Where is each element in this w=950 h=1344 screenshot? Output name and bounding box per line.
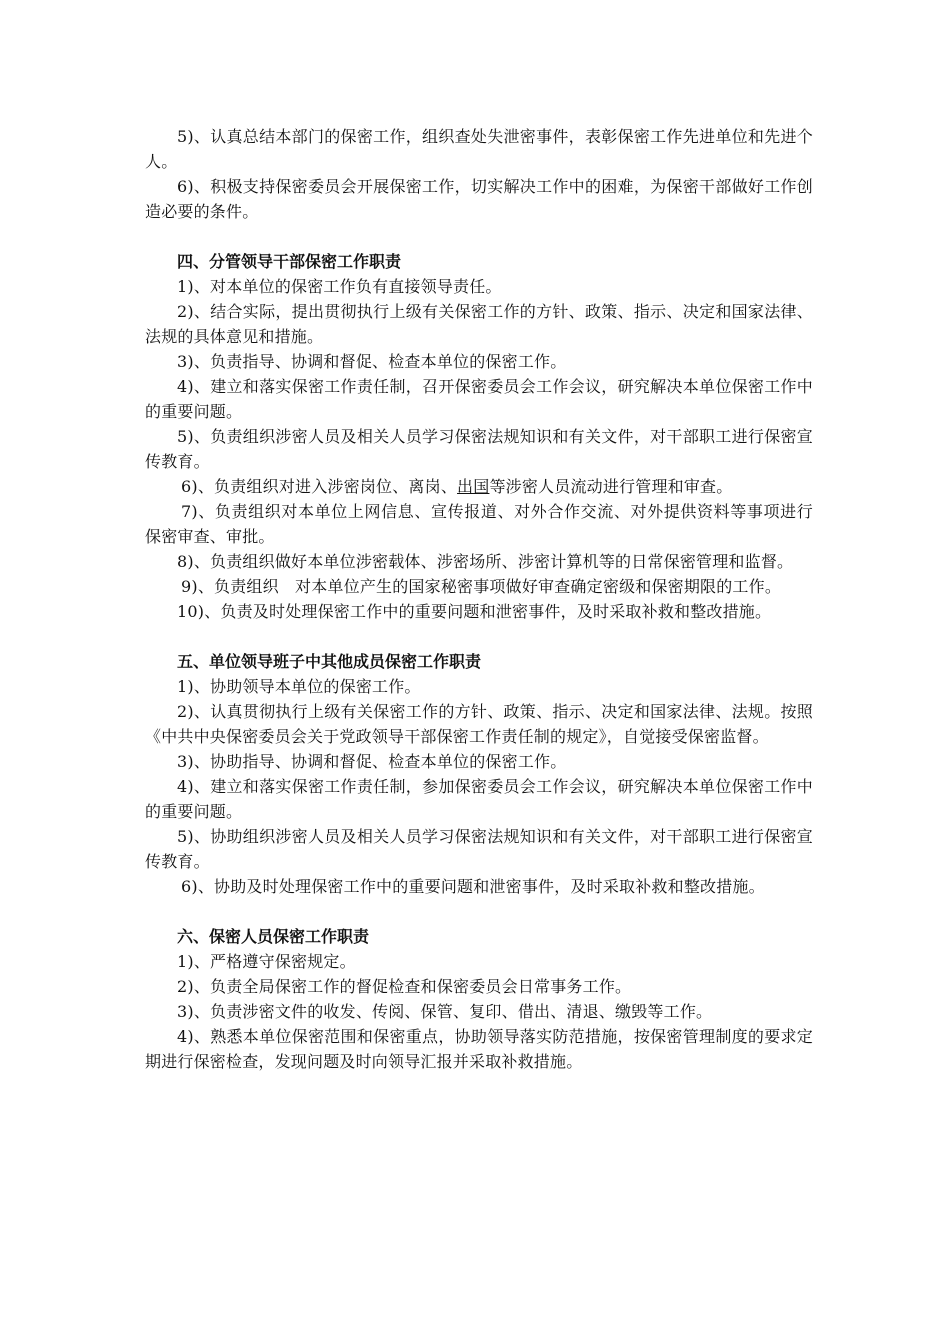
- sec4-item-5: 5)、负责组织涉密人员及相关人员学习保密法规知识和有关文件，对干部职工进行保密宣传教育。: [145, 427, 813, 471]
- sec4-item-2: 2)、结合实际，提出贯彻执行上级有关保密工作的方针、政策、指示、决定和国家法律、法规的具体意见和措施。: [145, 302, 813, 346]
- sec4-item-6-underlined: 出国: [457, 477, 490, 496]
- sec5-item-4: 4)、建立和落实保密工作责任制，参加保密委员会工作会议，研究解决本单位保密工作中的重要问题。: [145, 777, 813, 821]
- sec4-item-3: 3)、负责指导、协调和督促、检查本单位的保密工作。: [177, 352, 567, 371]
- sec4-item-8: 8)、负责组织做好本单位涉密载体、涉密场所、涉密计算机等的日常保密管理和监督。: [177, 552, 794, 571]
- sec4-item-9: 9)、负责组织 对本单位产生的国家秘密事项做好审查确定密级和保密期限的工作。: [181, 577, 782, 596]
- sec4-item-6-post: 等涉密人员流动进行管理和审查。: [489, 477, 733, 496]
- sec6-item-2: 2)、负责全局保密工作的督促检查和保密委员会日常事务工作。: [177, 977, 632, 996]
- sec5-heading: 五、单位领导班子中其他成员保密工作职责: [177, 652, 482, 671]
- document-page: [145, 124, 813, 1074]
- sec6-heading: 六、保密人员保密工作职责: [177, 927, 370, 946]
- sec4-item-7: 7)、负责组织对本单位上网信息、宣传报道、对外合作交流、对外提供资料等事项进行保密审查、审批。: [145, 502, 813, 546]
- sec6-item-1: 1)、严格遵守保密规定。: [177, 952, 356, 971]
- sec5-item-5: 5)、协助组织涉密人员及相关人员学习保密法规知识和有关文件，对干部职工进行保密宣传教育。: [145, 827, 813, 871]
- sec6-item-4: 4)、熟悉本单位保密范围和保密重点，协助领导落实防范措施，按保密管理制度的要求定期进行保密检查，发现问题及时向领导汇报并采取补救措施。: [145, 1027, 813, 1071]
- sec4-item-1: 1)、对本单位的保密工作负有直接领导责任。: [177, 277, 502, 296]
- section-gap: [145, 624, 813, 649]
- sec4-item-6-pre: 6)、负责组织对进入涉密岗位、离岗、: [181, 477, 458, 496]
- sec4-item-6: [145, 474, 813, 499]
- sec5-item-1: 1)、协助领导本单位的保密工作。: [177, 677, 421, 696]
- sec4-item-10: 10)、负责及时处理保密工作中的重要问题和泄密事件，及时采取补救和整改措施。: [177, 602, 772, 621]
- section-gap: [145, 224, 813, 249]
- sec4-heading: 四、分管领导干部保密工作职责: [177, 252, 402, 271]
- sec4-item-4: 4)、建立和落实保密工作责任制，召开保密委员会工作会议，研究解决本单位保密工作中的重要问题。: [145, 377, 813, 421]
- sec5-item-3: 3)、协助指导、协调和督促、检查本单位的保密工作。: [177, 752, 567, 771]
- sec3-item-5: 5)、认真总结本部门的保密工作，组织查处失泄密事件，表彰保密工作先进单位和先进个人。: [145, 127, 813, 171]
- sec5-item-6: 6)、协助及时处理保密工作中的重要问题和泄密事件，及时采取补救和整改措施。: [181, 877, 765, 896]
- sec5-item-2: 2)、认真贯彻执行上级有关保密工作的方针、政策、指示、决定和国家法律、法规。按照《中共中央保密委员会关于党政领导干部保密工作责任制的规定》，自觉接受保密监督。: [145, 702, 813, 746]
- section-gap: [145, 899, 813, 924]
- sec3-item-6: 6)、积极支持保密委员会开展保密工作，切实解决工作中的困难，为保密干部做好工作创造必要的条件。: [145, 177, 813, 221]
- sec6-item-3: 3)、负责涉密文件的收发、传阅、保管、复印、借出、清退、缴毁等工作。: [177, 1002, 713, 1021]
